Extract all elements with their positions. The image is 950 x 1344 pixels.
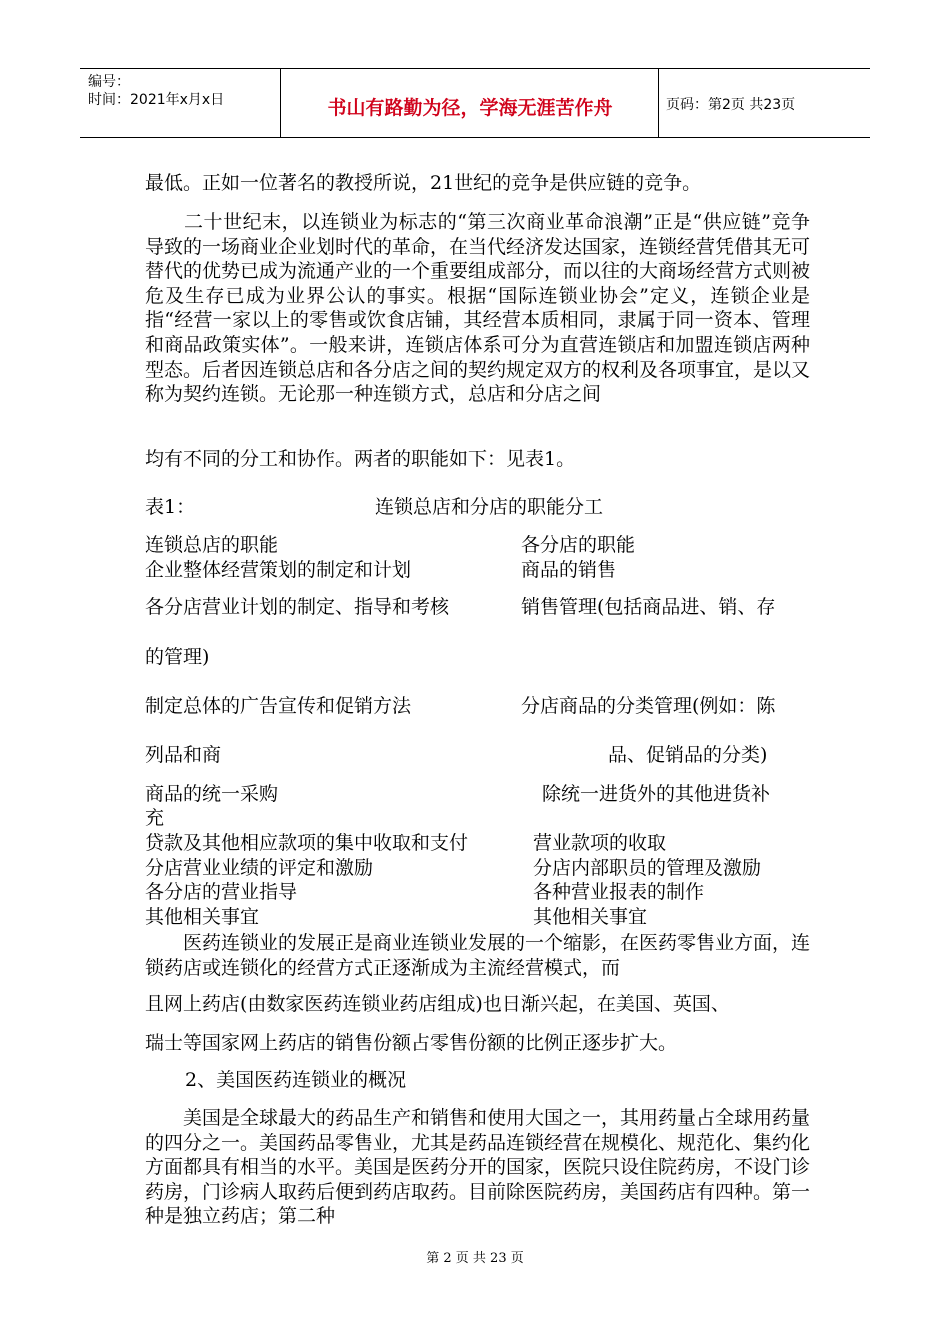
table-row-3-left: 制定总体的广告宣传和促销方法 <box>145 695 412 717</box>
section-heading-us-pharma: 2、美国医药连锁业的概况 <box>185 1069 407 1091</box>
table-row-8-left: 其他相关事宜 <box>145 906 260 928</box>
table-row-5-left: 贷款及其他相应款项的集中收取和支付 <box>145 832 469 854</box>
paragraph-chain-stores-end: 均有不同的分工和协作。两者的职能如下：见表1。 <box>145 448 576 470</box>
table-row-3-cont-right: 品、促销品的分类) <box>608 744 768 766</box>
page-header <box>80 68 870 138</box>
header-meta <box>88 73 224 109</box>
table-row-7-right: 各种营业报表的制作 <box>533 881 705 903</box>
table-row-3-cont-left: 列品和商 <box>145 744 222 766</box>
table-row-4-right: 除统一进货外的其他进货补 <box>542 783 771 805</box>
table-row-2-right: 销售管理(包括商品进、销、存 <box>521 596 776 618</box>
body-line-1: 最低。正如一位著名的教授所说，21世纪的竞争是供应链的竞争。 <box>145 172 702 194</box>
header-page-info: 页码：第2页 共23页 <box>666 97 796 113</box>
paragraph-pharma-chain-line-3: 且网上药店(由数家医药连锁业药店组成)也日渐兴起，在美国、英国、 <box>145 993 730 1015</box>
header-motto: 书山有路勤为径，学海无涯苦作舟 <box>327 97 613 119</box>
table-row-4-left: 商品的统一采购 <box>145 783 279 805</box>
table-row-4-cont: 充 <box>145 807 165 829</box>
paragraph-us-pharma: 美国是全球最大的药品生产和销售和使用大国之一，其用药量占全球用药量的四分之一。美国药品零售业，尤其是药品连锁经营在规模化、规范化、集约化方面都具有相当的水平。美国是医药分开的国家，医院只设住院药房，不设门诊药房，门诊病人取药后便到药店取药。目前除医院药房，美国药店有四种。第一种是独立药店；第二种 <box>145 1107 811 1228</box>
number-label: 编号： <box>88 74 130 90</box>
time-label: 时间：2021年x月x日 <box>88 92 225 108</box>
table-row-1-right: 商品的销售 <box>521 559 617 581</box>
table-row-2-left: 各分店营业计划的制定、指导和考核 <box>145 596 450 618</box>
paragraph-chain-stores: 二十世纪末，以连锁业为标志的“第三次商业革命浪潮”正是“供应链”竞争导致的一场商业企业划时代的革命，在当代经济发达国家，连锁经营凭借其无可替代的优势已成为流通产业的一个重要组成部分，而以往的大商场经营方式则被危及生存已成为业界公认的事实。根据“国际连锁业协会”定义，连锁企业是指“经营一家以上的零售或饮食店铺，其经营本质相同，隶属于同一资本、管理和商品政策实体”。一般来讲，连锁店体系可分为直营连锁店和加盟连锁店两种型态。后者因连锁总店和各分店之间的契约规定双方的权利及各项事宜，是以又称为契约连锁。无论那一种连锁方式，总店和分店之间 <box>145 211 811 406</box>
table-row-7-left: 各分店的营业指导 <box>145 881 298 903</box>
table-row-6-left: 分店营业业绩的评定和激励 <box>145 857 374 879</box>
paragraph-pharma-chain: 医药连锁业的发展正是商业连锁业发展的一个缩影，在医药零售业方面，连锁药店或连锁化的经营方式正逐渐成为主流经营模式，而 <box>145 932 811 979</box>
page-footer: 第 2 页 共 23 页 <box>426 1251 524 1266</box>
table-row-2-cont: 的管理) <box>145 646 210 668</box>
table-row-1-left: 企业整体经营策划的制定和计划 <box>145 559 412 581</box>
paragraph-pharma-chain-line-4: 瑞士等国家网上药店的销售份额占零售份额的比例正逐步扩大。 <box>145 1032 678 1054</box>
table-title: 连锁总店和分店的职能分工 <box>375 496 604 518</box>
table-head-right: 各分店的职能 <box>521 534 636 556</box>
table-row-8-right: 其他相关事宜 <box>533 906 648 928</box>
table-row-5-right: 营业款项的收取 <box>533 832 667 854</box>
table-label: 表1： <box>145 496 196 518</box>
table-head-left: 连锁总店的职能 <box>145 534 279 556</box>
table-row-3-right: 分店商品的分类管理(例如：陈 <box>521 695 776 717</box>
table-row-6-right: 分店内部职员的管理及激励 <box>533 857 762 879</box>
